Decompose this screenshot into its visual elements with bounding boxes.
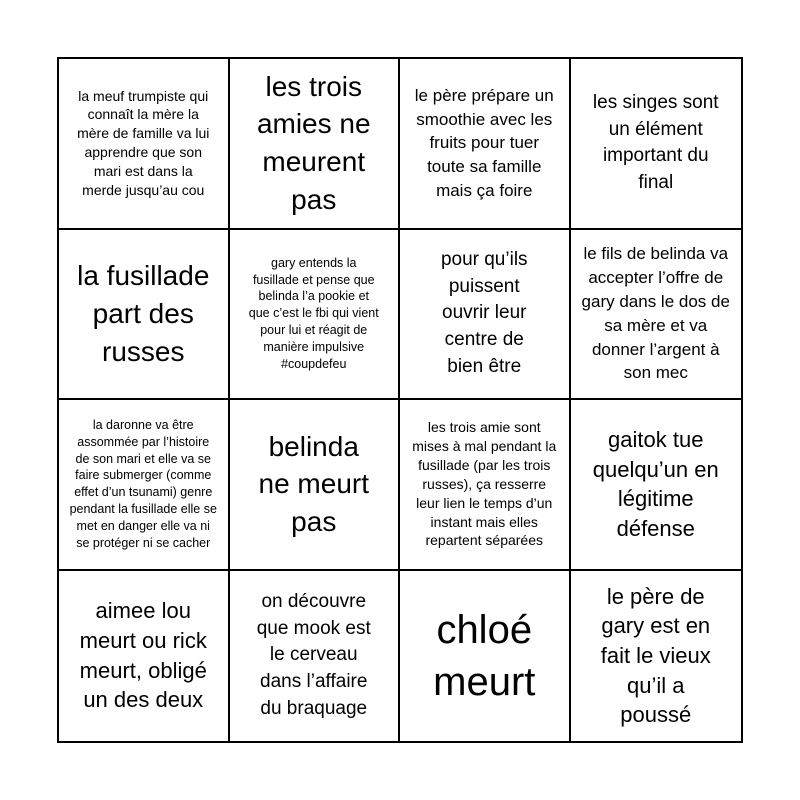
bingo-cell[interactable]	[571, 400, 742, 571]
bingo-cell-text: le fils de belinda va accepter l’offre de gary dans le dos de sa mère et va donner l’argent à son mec	[581, 244, 730, 383]
bingo-cell-text: on découvre que mook est le cerveau dans l’affaire du braquage	[256, 591, 371, 719]
bingo-cell[interactable]	[230, 571, 401, 742]
bingo-cell[interactable]	[571, 571, 742, 742]
bingo-cell[interactable]	[400, 59, 571, 230]
bingo-cell[interactable]	[230, 230, 401, 401]
bingo-cell-text: le père de gary est en fait le vieux qu’il a poussé	[600, 583, 711, 728]
bingo-cell-text: les trois amies ne meurent pas	[256, 70, 371, 216]
bingo-cell[interactable]	[59, 59, 230, 230]
bingo-cell[interactable]	[59, 400, 230, 571]
bingo-cell-text: gary entends la fusillade et pense que belinda l’a pookie et que c’est le fbi qui vient pour lui et réagit de manière impulsive #coupdefeu	[248, 255, 379, 371]
bingo-cell[interactable]	[59, 571, 230, 742]
bingo-cell[interactable]	[400, 230, 571, 401]
bingo-cell[interactable]	[571, 230, 742, 401]
bingo-cell-text: aimee lou meurt ou rick meurt, obligé un des deux	[79, 598, 207, 713]
bingo-cell-text: la daronne va être assommée par l’histoire de son mari et elle va se faire submerger (comme effet d’un tsunami) genre pendant la fusillade elle se met en danger elle va ni se protéger ni se cacher	[69, 417, 217, 550]
bingo-cell[interactable]	[400, 400, 571, 571]
bingo-cell-text: chloé meurt	[433, 607, 536, 704]
bingo-cell[interactable]	[59, 230, 230, 401]
bingo-cell-text: gaitok tue quelqu’un en légitime défense	[592, 426, 719, 541]
bingo-cell[interactable]	[230, 59, 401, 230]
bingo-cell-text: les singes sont un élément important du final	[592, 92, 719, 193]
bingo-cell[interactable]	[400, 571, 571, 742]
bingo-cell-text: la fusillade part des russes	[77, 260, 210, 367]
bingo-cell[interactable]	[571, 59, 742, 230]
bingo-cell-text: la meuf trumpiste qui connaît la mère la mère de famille va lui apprendre que son mari est dans la merde jusqu’au cou	[77, 87, 210, 199]
bingo-cell-text: belinda ne meurt pas	[258, 430, 369, 538]
bingo-cell-text: le père prépare un smoothie avec les fruits pour tuer toute sa famille mais ça foire	[414, 85, 554, 200]
bingo-cell[interactable]	[230, 400, 401, 571]
bingo-cell-text: les trois amie sont mises à mal pendant la fusillade (par les trois russes), ça resserre leur lien le temps d’un instant mais elles repartent séparées	[412, 419, 557, 549]
bingo-cell-text: pour qu’ils puissent ouvrir leur centre de bien être	[440, 249, 528, 377]
bingo-board	[57, 57, 743, 743]
